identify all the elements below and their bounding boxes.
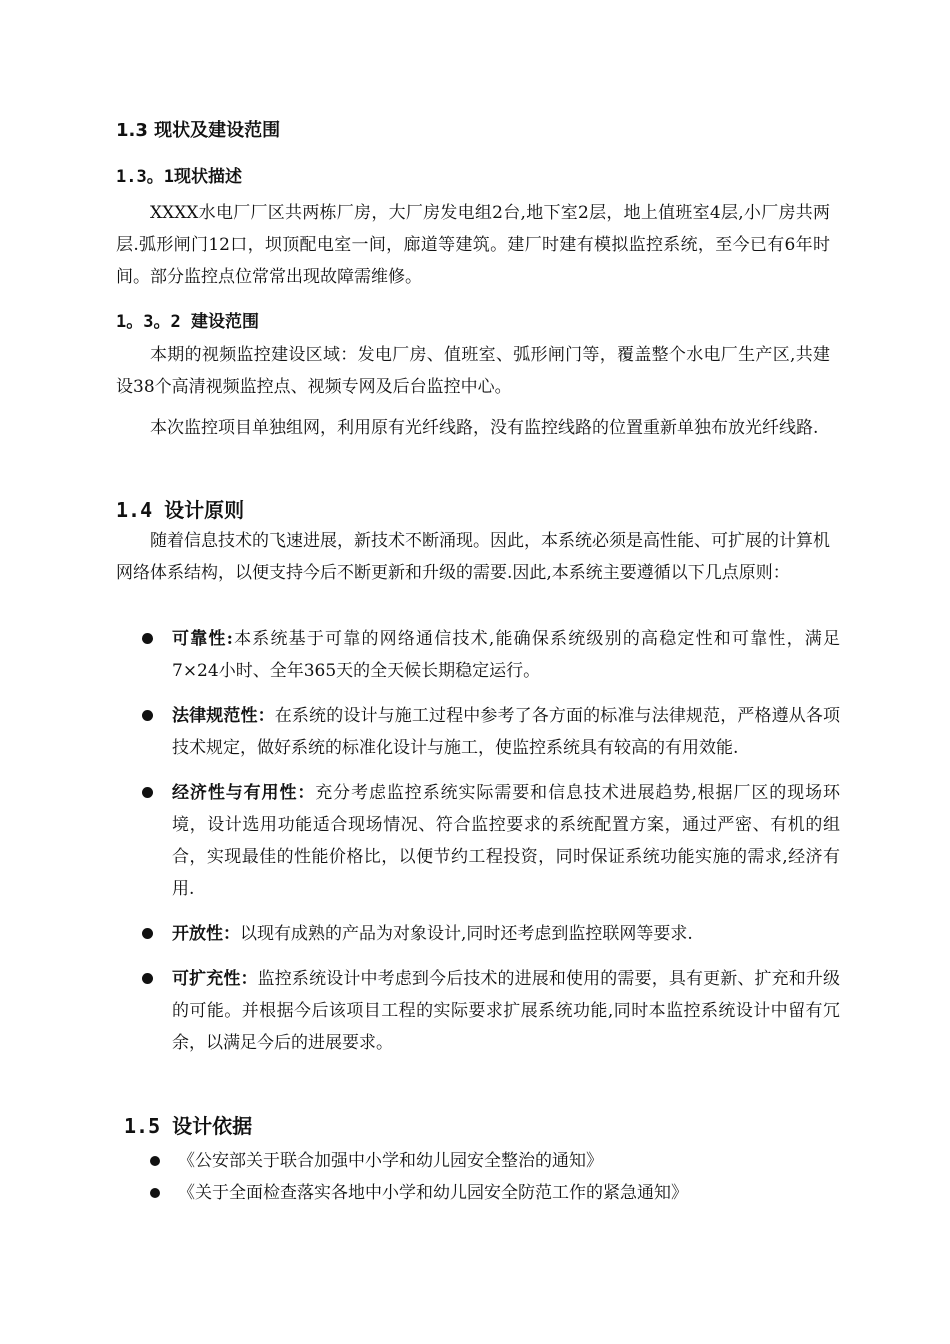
paragraph-scope-1: 本期的视频监控建设区域：发电厂房、值班室、弧形闸门等，覆盖整个水电厂生产区,共建设38个高清视频监控点、视频专网及后台监控中心。 — [116, 345, 830, 397]
bullet-icon — [150, 1156, 160, 1166]
principle-label: 开放性： — [172, 924, 240, 944]
bullet-icon — [142, 973, 153, 984]
list-item — [140, 623, 840, 687]
section-heading-1-3: 1.3 现状及建设范围 — [116, 120, 281, 141]
principles-list — [140, 623, 840, 1072]
principle-text: 本系统基于可靠的网络通信技术,能确保系统级别的高稳定性和可靠性，满足7×24小时、全年365天的全天候长期稳定运行。 — [172, 629, 840, 681]
reference-text: 《公安部关于联合加强中小学和幼儿园安全整治的通知》 — [178, 1151, 603, 1171]
references-list — [148, 1145, 848, 1209]
list-item — [140, 777, 840, 905]
bullet-icon — [142, 787, 153, 798]
bullet-icon — [142, 928, 153, 939]
paragraph-scope-2: 本次监控项目单独组网，利用原有光纤线路，没有监控线路的位置重新单独布放光纤线路. — [150, 418, 819, 438]
section-heading-1-4: 1.4 设计原则 — [116, 498, 245, 522]
list-item — [140, 918, 840, 950]
principle-text: 充分考虑监控系统实际需要和信息技术进展趋势,根据厂区的现场环境，设计选用功能适合现场情况、符合监控要求的系统配置方案，通过严密、有机的组合，实现最佳的性能价格比，以便节约工程投资，同时保证系统功能实施的需求,经济有用. — [172, 783, 840, 899]
reference-text: 《关于全面检查落实各地中小学和幼儿园安全防范工作的紧急通知》 — [178, 1183, 688, 1203]
bullet-icon — [142, 710, 153, 721]
principle-text: 监控系统设计中考虑到今后技术的进展和使用的需要，具有更新、扩充和升级的可能。并根据今后该项目工程的实际要求扩展系统功能,同时本监控系统设计中留有冗余，以满足今后的进展要求。 — [172, 969, 841, 1053]
list-item — [140, 700, 840, 764]
principle-text: 以现有成熟的产品为对象设计,同时还考虑到监控联网等要求. — [240, 924, 693, 944]
paragraph-status-description: XXXX水电厂厂区共两栋厂房，大厂房发电组2台,地下室2层，地上值班室4层,小厂房共两层.弧形闸门12口，坝顶配电室一间，廊道等建筑。建厂时建有模拟监控系统，至今已有6年时间。部分监控点位常常出现故障需维修。 — [116, 203, 830, 287]
subsection-heading-1-3-2: 1。3。2 建设范围 — [116, 312, 259, 332]
subsection-heading-1-3-1: 1.3。1现状描述 — [116, 167, 242, 187]
principle-label: 经济性与有用性： — [172, 783, 316, 803]
principle-label: 可靠性: — [172, 629, 233, 649]
section-heading-1-5: 1.5 设计依据 — [124, 1114, 253, 1138]
bullet-icon — [142, 633, 153, 644]
list-item — [148, 1177, 848, 1209]
principle-text: 在系统的设计与施工过程中参考了各方面的标准与法律规范，严格遵从各项技术规定，做好系统的标准化设计与施工，使监控系统具有较高的有用效能. — [172, 706, 841, 758]
paragraph-design-intro: 随着信息技术的飞速进展，新技术不断涌现。因此，本系统必须是高性能、可扩展的计算机网络体系结构，以便支持今后不断更新和升级的需要.因此,本系统主要遵循以下几点原则： — [116, 531, 830, 583]
list-item — [148, 1145, 848, 1177]
principle-label: 法律规范性： — [172, 706, 275, 726]
principle-label: 可扩充性： — [172, 969, 258, 989]
bullet-icon — [150, 1188, 160, 1198]
list-item — [140, 963, 840, 1059]
